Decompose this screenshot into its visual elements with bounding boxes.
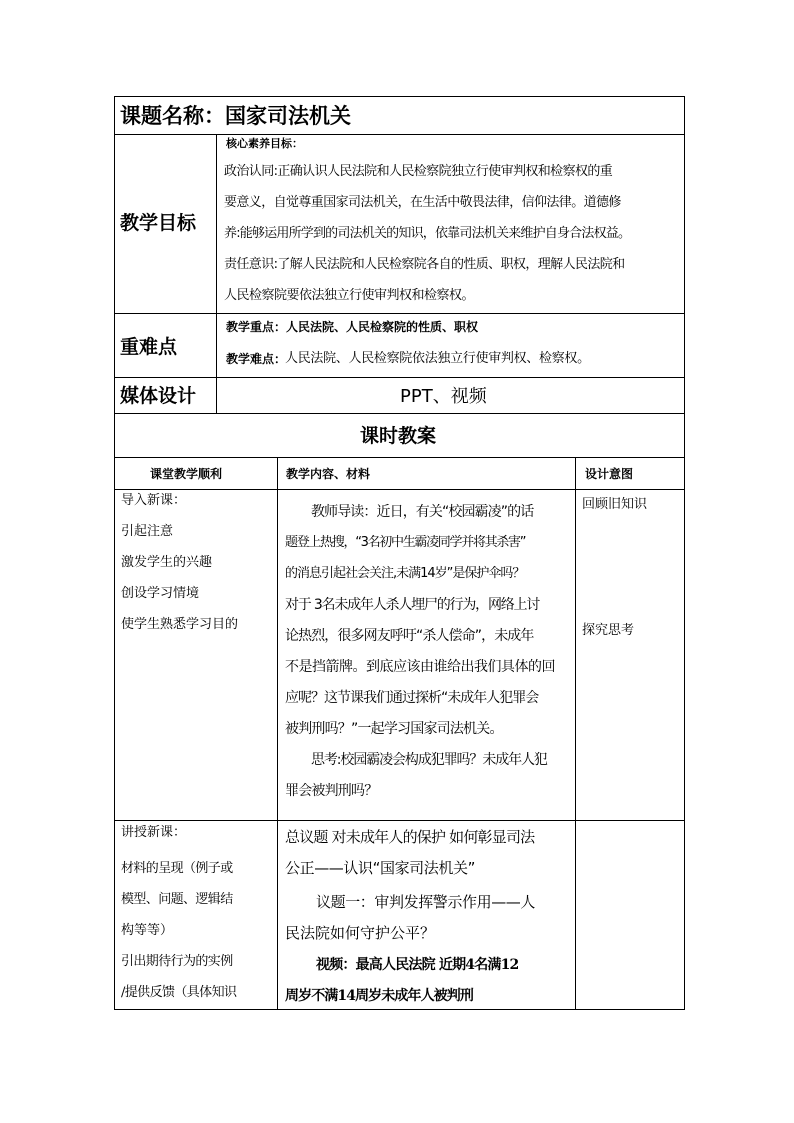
content-line: 视频：最高人民法院 近期4名满12 <box>316 957 519 973</box>
procedure-line: 构等等） <box>121 923 174 938</box>
procedure-line: 模型、问题、逻辑结 <box>121 892 233 907</box>
table-border-top <box>114 96 685 97</box>
row-divider-keypoints <box>114 377 685 378</box>
objectives-line: 人民检察院要依法独立行使审判权和检察权。 <box>224 288 475 303</box>
intent-column-divider <box>575 457 576 1009</box>
content-line: 论热烈，很多网友呼吁“杀人偿命”，未成年 <box>285 628 534 644</box>
keypoints-focus: 教学重点：人民法院、人民检察院的性质、职权 <box>226 320 479 334</box>
row-divider-title <box>114 457 685 458</box>
objectives-line: 要意义，自觉尊重国家司法机关，在生活中敬畏法律，信仰法律。道德修 <box>224 195 621 210</box>
procedure-line: 引出期待行为的实例 <box>121 954 233 969</box>
keypoints-difficulty-text: 人民法院、人民检察院依法独立行使审判权、检察权。 <box>285 351 590 366</box>
row-divider-media <box>114 413 685 414</box>
objectives-heading: 核心素养目标： <box>226 137 303 150</box>
procedure-line: 创设学习情境 <box>121 586 200 601</box>
row-divider-intro <box>114 820 685 821</box>
content-line: 民法院如何守护公平？ <box>285 924 436 942</box>
procedure-line: 激发学生的兴趣 <box>121 555 213 570</box>
table-border-bottom <box>114 1009 685 1010</box>
objectives-line: 责任意识:了解人民法院和人民检察院各自的性质、职权，理解人民法院和 <box>224 257 625 272</box>
content-line: 公正——认识“国家司法机关” <box>285 859 475 877</box>
content-line: 对于 3名未成年人杀人埋尸的行为，网络上讨 <box>285 597 540 613</box>
content-line: 的消息引起社会关注,未满14岁”是保护伞吗？ <box>285 566 525 581</box>
row-divider-topic <box>114 134 685 135</box>
procedure-column-divider <box>277 457 278 1009</box>
procedure-line: 引起注意 <box>121 524 174 539</box>
lesson-plan-title: 课时教案 <box>360 425 437 447</box>
table-border-left <box>114 96 115 1009</box>
objectives-line: 政治认同:正确认识人民法院和人民检察院独立行使审判权和检察权的重 <box>224 164 613 179</box>
header-intent: 设计意图 <box>585 467 634 481</box>
content-line: 教师导读：近日，有关“校园霸凌”的话 <box>311 504 534 520</box>
table-border-right <box>684 96 685 1009</box>
topic-title: 课题名称：国家司法机关 <box>120 104 351 128</box>
procedure-line: 导入新课： <box>121 493 187 508</box>
header-procedure: 课堂教学顺利 <box>150 467 223 481</box>
content-line: 周岁不满14周岁未成年人被判刑 <box>285 988 473 1004</box>
procedure-line: 材料的呈现（例子或 <box>121 861 233 876</box>
procedure-line: 讲授新课： <box>121 825 187 840</box>
objectives-label: 教学目标 <box>120 212 197 234</box>
procedure-line: /提供反馈（具体知识 <box>121 985 237 1000</box>
content-line: 思考:校园霸凌会构成犯罪吗？未成年人犯 <box>311 752 547 768</box>
intent-line: 探究思考 <box>582 623 635 638</box>
content-line: 题登上热搜，“3名初中生霸凌同学并将其杀害” <box>285 535 526 550</box>
content-line: 不是挡箭牌。到底应该由谁给出我们具体的回 <box>285 659 555 675</box>
label-column-divider <box>216 134 217 413</box>
objectives-line: 养:能够运用所学到的司法机关的知识，依靠司法机关来维护自身合法权益。 <box>224 226 631 241</box>
procedure-line: 使学生熟悉学习目的 <box>121 617 239 632</box>
keypoints-difficulty-label: 教学难点： <box>226 352 287 366</box>
media-label: 媒体设计 <box>120 385 197 407</box>
content-line: 被判刑吗？”一起学习国家司法机关。 <box>285 721 503 737</box>
content-line: 总议题 对未成年人的保护 如何彰显司法 <box>285 828 535 846</box>
row-divider-header <box>114 489 685 490</box>
row-divider-objectives <box>114 313 685 314</box>
content-line: 罪会被判刑吗？ <box>285 783 378 799</box>
intent-line: 回顾旧知识 <box>582 497 648 512</box>
content-line: 议题一：审判发挥警示作用——人 <box>316 893 536 911</box>
keypoints-label: 重难点 <box>120 336 178 358</box>
header-content: 教学内容、材料 <box>286 467 371 481</box>
content-line: 应呢？这节课我们通过探析“未成年人犯罪会 <box>285 690 539 706</box>
media-value: PPT、视频 <box>400 386 487 407</box>
